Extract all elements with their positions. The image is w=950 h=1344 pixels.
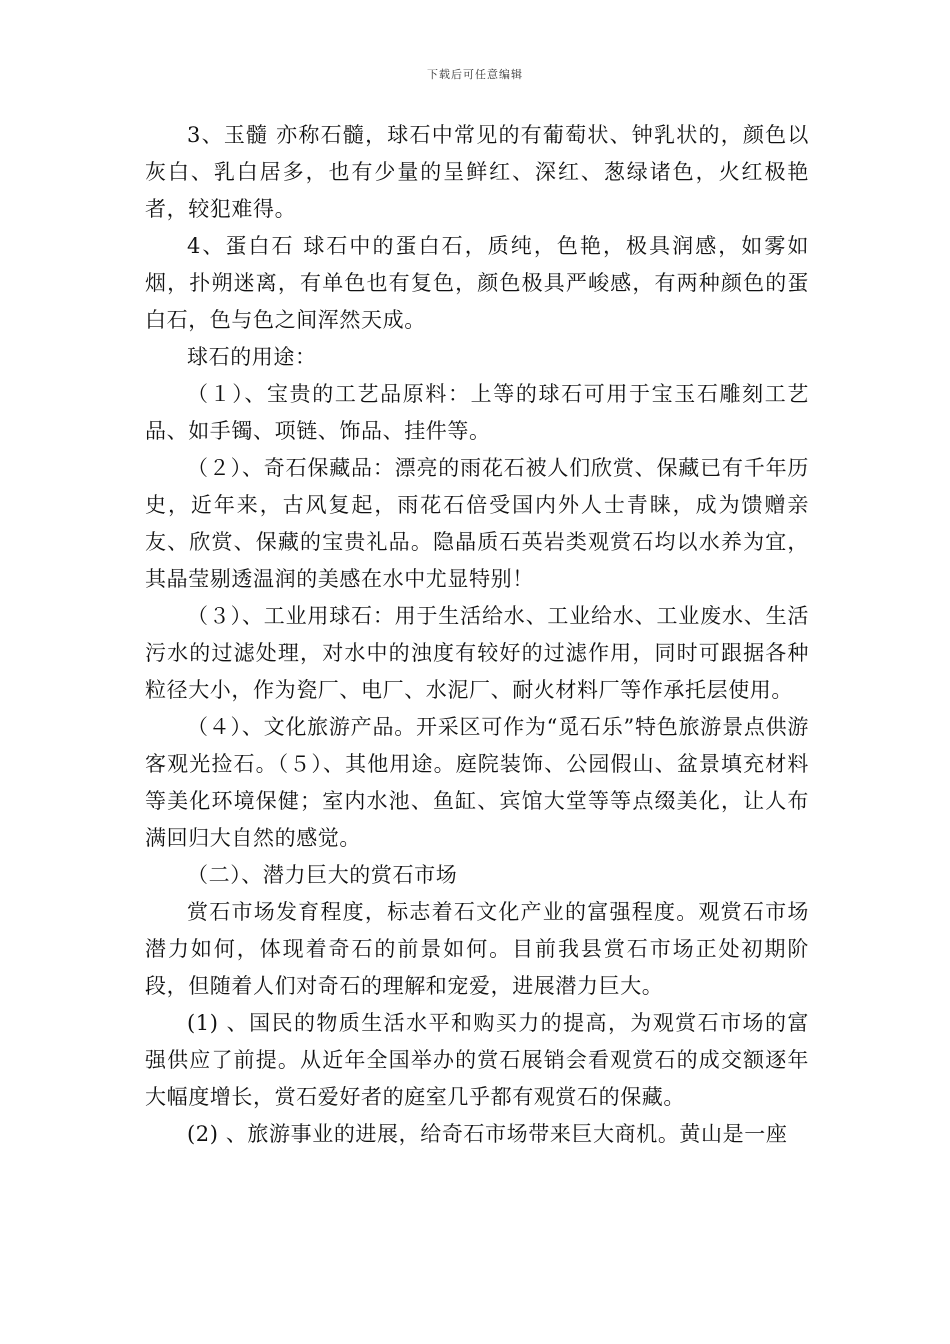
paragraph-use-1: （１）、宝贵的工艺品原料：上等的球石可用于宝玉石雕刻工艺品、如手镯、项链、饰品、挂件等。 [145,382,809,443]
paragraph-market-1: (1) 、国民的物质生活水平和购买力的提高，为观赏石市场的富强供应了前提。从近年全国举办的赏石展销会看观赏石的成交额逐年大幅度增长，赏石爱好者的庭室几乎都有观赏石的保藏。 [145,1011,809,1109]
page-header: 下载后可任意编辑 [427,68,523,81]
paragraph-market-2: (2) 、旅游事业的进展，给奇石市场带来巨大商机。黄山是一座 [187,1122,788,1146]
paragraph-use-3: （３）、工业用球石：用于生活给水、工业给水、工业废水、生活污水的过滤处理，对水中的浊度有较好的过滤作用，同时可跟据各种粒径大小，作为瓷厂、电厂、水泥厂、耐火材料厂等作承托层使用。 [145,604,809,702]
section-heading-market: （二）、潜力巨大的赏石市场 [187,863,458,887]
paragraph-use-4-5: （４）、文化旅游产品。开采区可作为“觅石乐”特色旅游景点供游客观光捡石。（５）、其他用途。庭院装饰、公园假山、盆景填充材料等美化环境保健；室内水池、鱼缸、宾馆大堂等等点缀美化，让人布满回归大自然的感觉。 [145,715,809,850]
document-body [145,117,809,1153]
paragraph-use-2: （２）、奇石保藏品：漂亮的雨花石被人们欣赏、保藏已有千年历史，近年来，古风复起，雨花石倍受国内外人士青睐，成为馈赠亲友、欣赏、保藏的宝贵礼品。隐晶质石英岩类观赏石均以水养为宜，其晶莹剔透温润的美感在水中尤显特别！ [145,456,809,591]
section-heading-uses: 球石的用途： [187,345,317,369]
paragraph-market-intro: 赏石市场发育程度，标志着石文化产业的富强程度。观赏石市场潜力如何，体现着奇石的前景如何。目前我县赏石市场正处初期阶段，但随着人们对奇石的理解和宠爱，进展潜力巨大。 [145,900,809,998]
paragraph-chalcedony: 3、玉髓 亦称石髓，球石中常见的有葡萄状、钟乳状的，颜色以灰白、乳白居多，也有少量的呈鲜红、深红、葱绿诸色，火红极艳者，较犯难得。 [145,123,809,221]
paragraph-opal: 4、蛋白石 球石中的蛋白石，质纯，色艳，极具润感，如雾如烟，扑朔迷离，有单色也有复色，颜色极具严峻感，有两种颜色的蛋白石，色与色之间浑然天成。 [145,234,809,332]
